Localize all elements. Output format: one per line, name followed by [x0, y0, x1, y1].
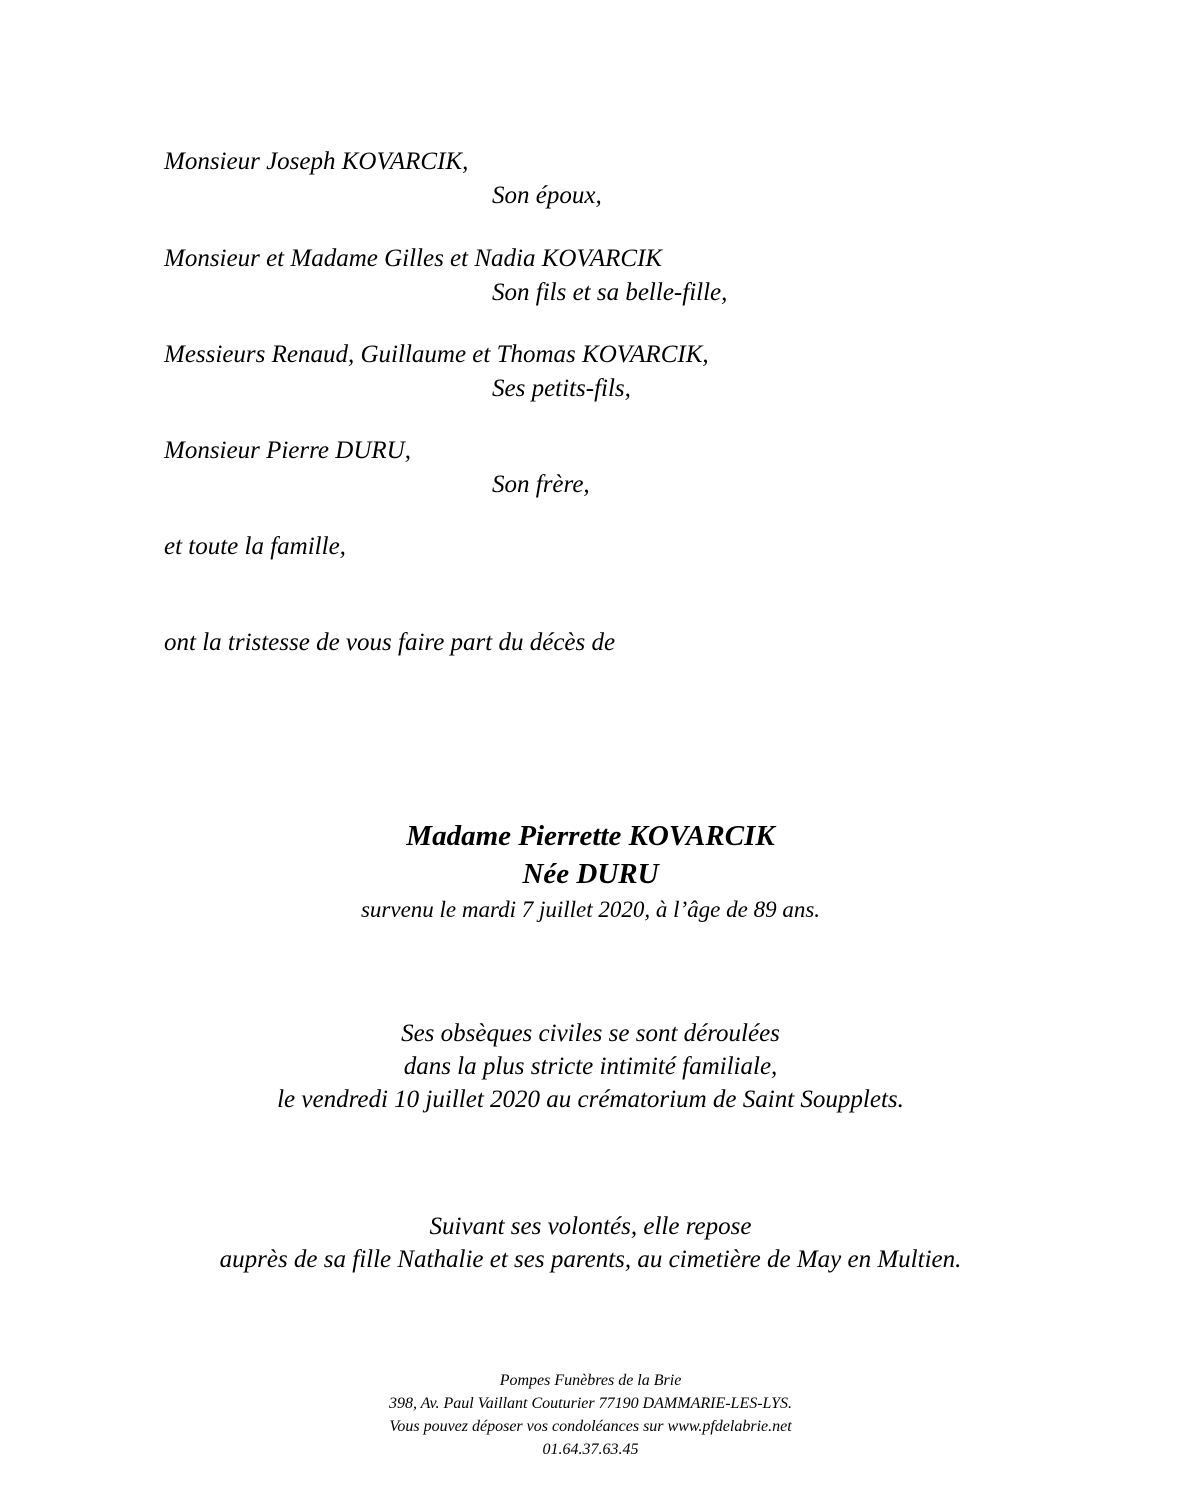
death-date-line: survenu le mardi 7 juillet 2020, à l’âge de 89 ans.: [360, 897, 821, 922]
funeral-home-phone: 01.64.37.63.45: [542, 1441, 639, 1458]
family-member-relation: Son fils et sa belle-fille,: [492, 279, 728, 306]
family-member-name: Monsieur et Madame Gilles et Nadia KOVARCIK: [164, 245, 663, 272]
announcement-line: ont la tristesse de vous faire part du décès de: [164, 629, 616, 656]
family-member-relation: Son frère,: [492, 471, 590, 498]
funeral-home-address: 398, Av. Paul Vaillant Couturier 77190 DAMMARIE-LES-LYS.: [388, 1395, 793, 1412]
funeral-line: dans la plus stricte intimité familiale,: [403, 1053, 778, 1080]
burial-line: Suivant ses volontés, elle repose: [429, 1213, 752, 1240]
family-member-name: Messieurs Renaud, Guillaume et Thomas KOVARCIK,: [164, 341, 709, 368]
deceased-name: Madame Pierrette KOVARCIK: [406, 820, 775, 852]
deceased-maiden-name: Née DURU: [522, 858, 659, 890]
burial-line: auprès de sa fille Nathalie et ses parents, au cimetière de May en Multien.: [219, 1246, 962, 1273]
family-member-relation: Son époux,: [492, 182, 602, 209]
funeral-home-name: Pompes Funèbres de la Brie: [499, 1372, 682, 1389]
funeral-line: Ses obsèques civiles se sont déroulées: [401, 1020, 780, 1047]
funeral-line: le vendredi 10 juillet 2020 au crématorium de Saint Soupplets.: [277, 1086, 904, 1113]
family-member-name: Monsieur Joseph KOVARCIK,: [164, 148, 469, 175]
condolences-note: Vous pouvez déposer vos condoléances sur www.pfdelabrie.net: [389, 1418, 792, 1435]
whole-family-line: et toute la famille,: [164, 533, 346, 560]
family-member-relation: Ses petits-fils,: [492, 375, 631, 402]
family-member-name: Monsieur Pierre DURU,: [164, 437, 411, 464]
